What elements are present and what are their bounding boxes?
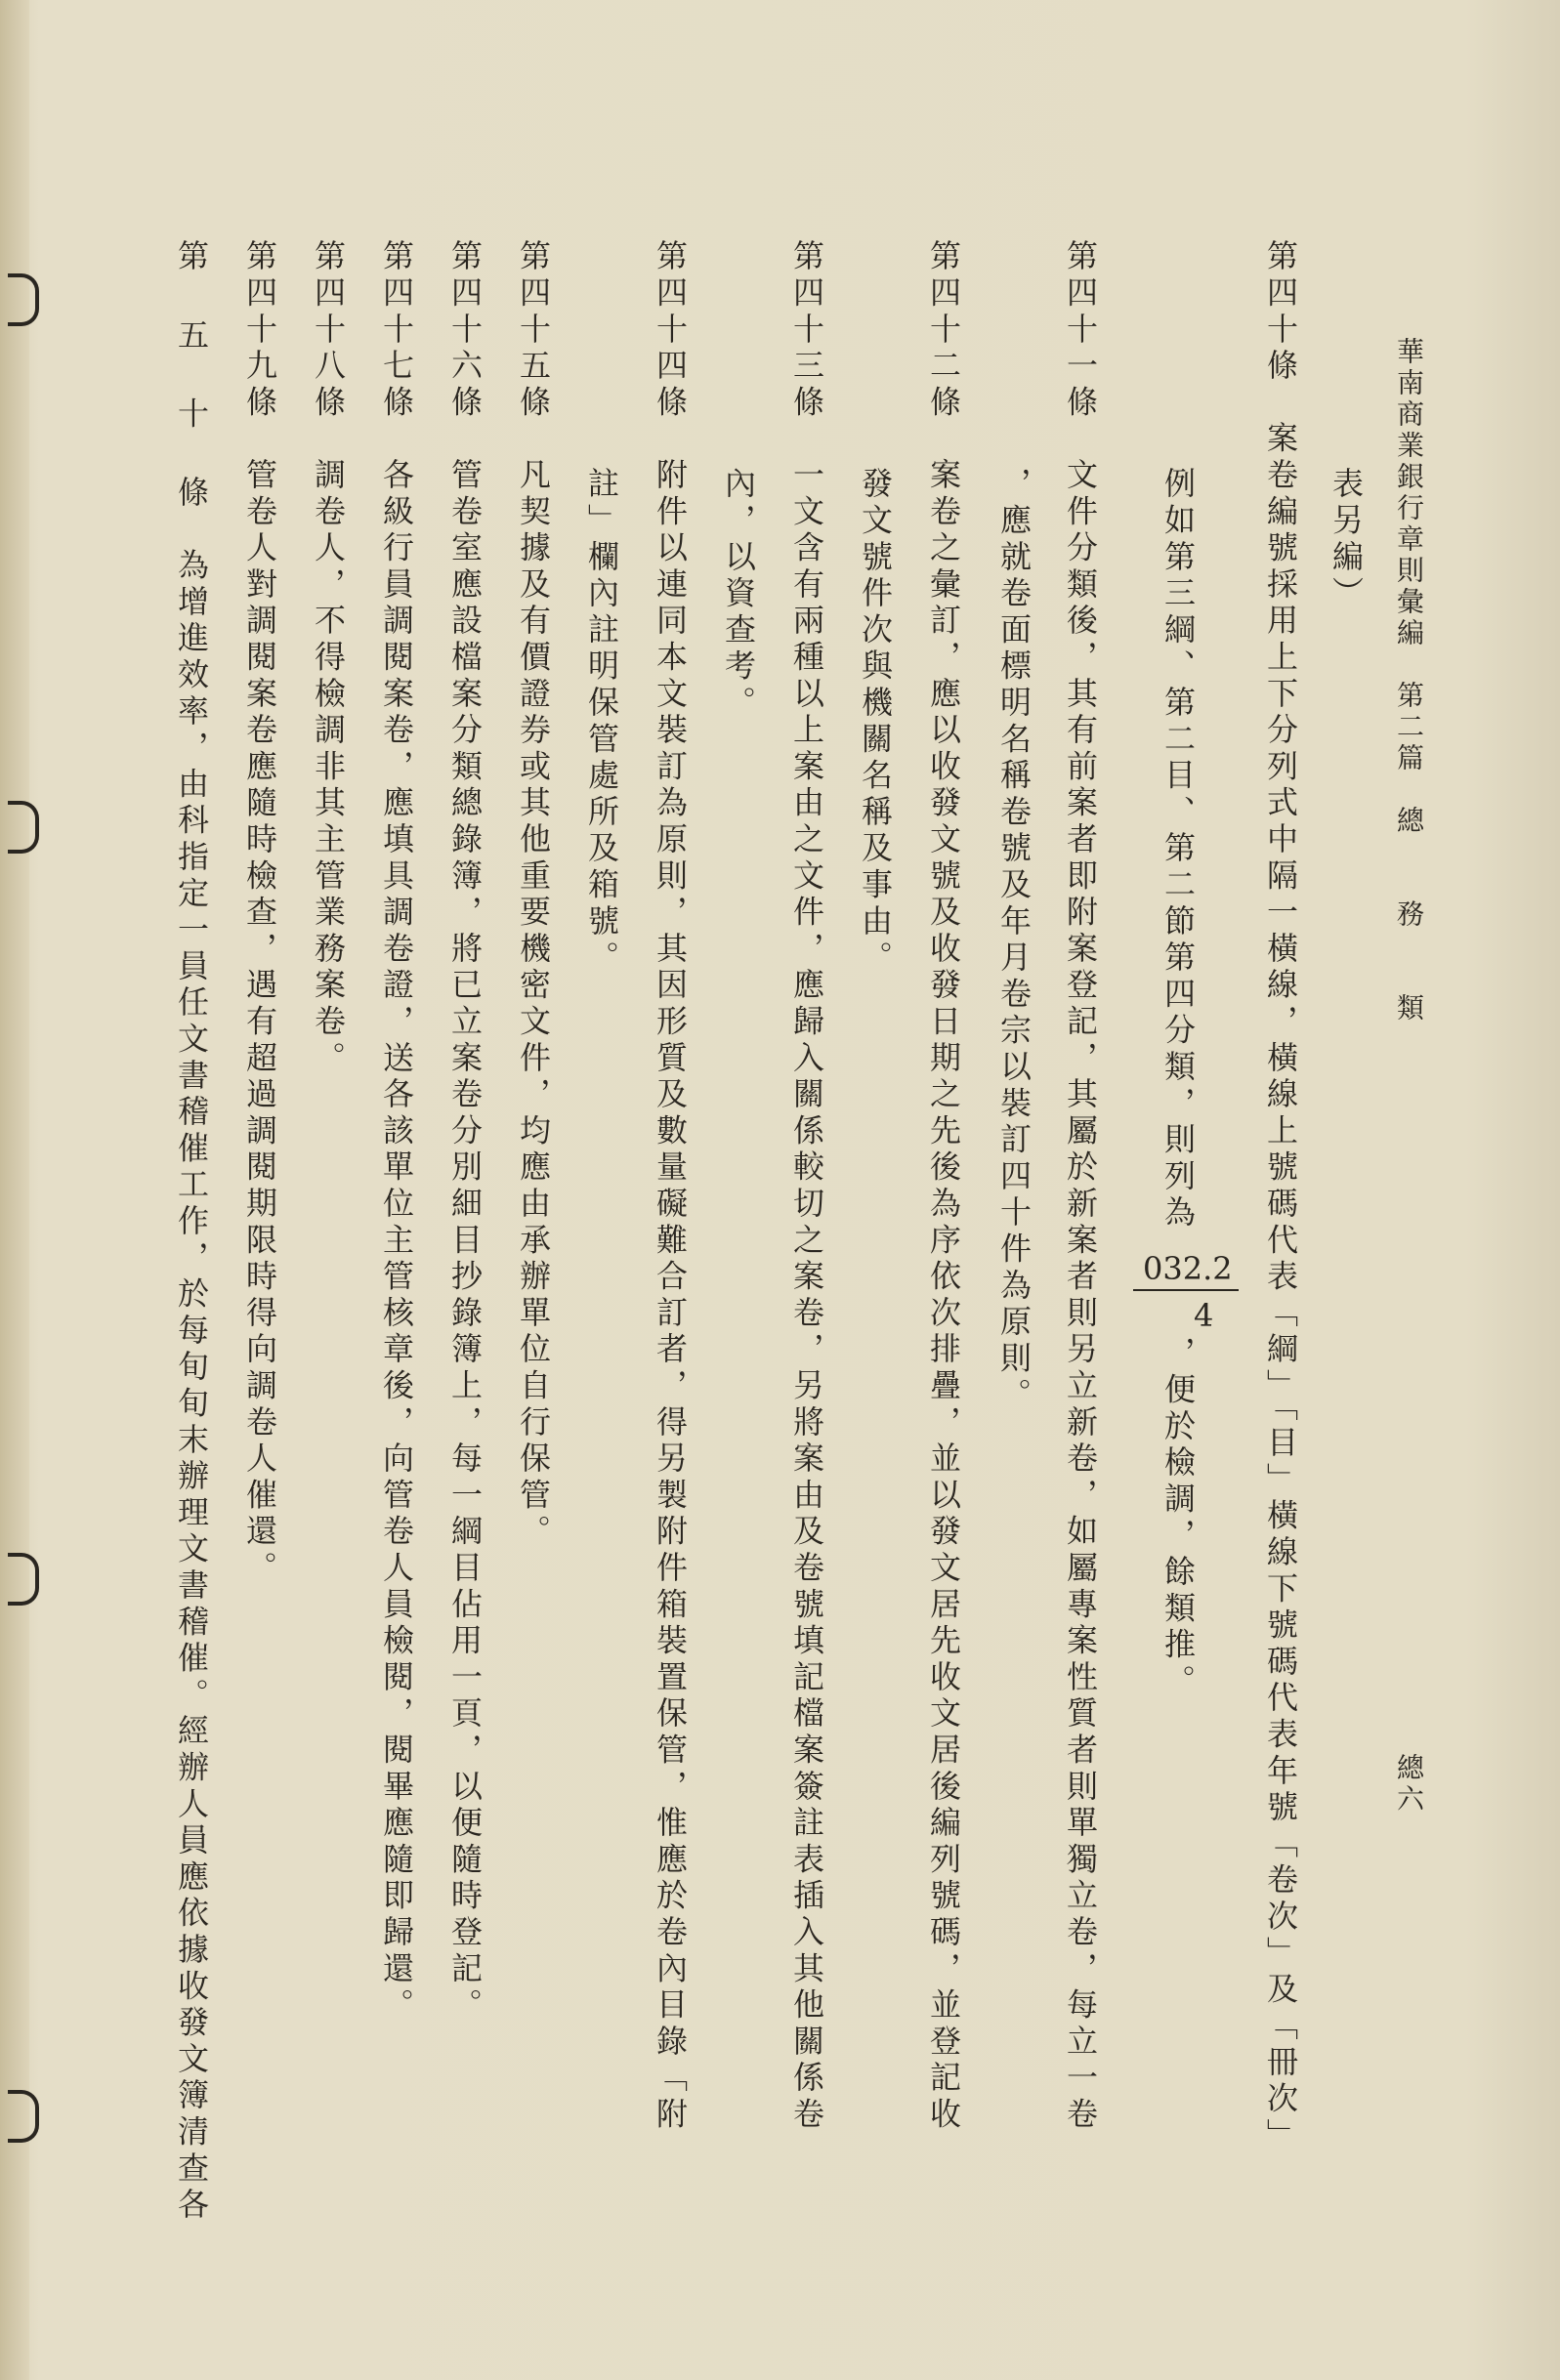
text-column: 內，以資查考。 [720,467,757,723]
article-42: 第四十二條 案卷之彙訂，應以收發文號及收發日期之先後為序依次排疊，並以發文居先收文居後編列號碼，並登記收 [925,239,962,2134]
binding-stitch [8,1553,39,1606]
article-46: 第四十六條 管卷室應設檔案分類總錄簿，將已立案卷分別細目抄錄簿上，每一綱目佔用一頁，以便隨時登記。 [446,239,484,2025]
article-49: 第四十九條 管卷人對調閱案卷應隨時檢查，遇有超過調閱期限時得向調卷人催還。 [241,239,278,1588]
binding-edge [0,0,29,2380]
page-number: 總六 [1393,1753,1425,1816]
article-41: 第四十一條 文件分類後，其有前案者即附案登記，其屬於新案者則另立新卷，如屬專案性質者則單獨立卷，每立一卷 [1062,239,1099,2134]
fraction-line [1133,1289,1239,1291]
text-column: 發文號件次與機關名稱及事由。 [857,467,894,978]
text-column: 表另編） [1328,467,1365,613]
fraction-denominator: 4 [1194,1297,1214,1334]
article-43: 第四十三條 一文含有兩種以上案由之文件，應歸入關係較切之案卷，另將案由及卷號填記檔案簽註表插入其他關係卷 [788,239,825,2134]
running-title: 華南商業銀行章則彙編 第二篇 總 務 類 [1393,337,1425,1024]
article-44: 第四十四條 附件以連同本文裝訂為原則，其因形質及數量礙難合訂者，得另製附件箱裝置保管，惟應於卷內目錄「附 [652,239,689,2134]
fraction-numerator: 032.2 [1143,1250,1233,1287]
article-48: 第四十八條 調卷人，不得檢調非其主管業務案卷。 [310,239,347,1077]
binding-stitch [8,801,39,854]
text-column: ，應就卷面標明名稱卷號及年月卷宗以裝訂四十件為原則。 [995,467,1033,1414]
binding-stitch [8,273,39,326]
article-45: 第四十五條 凡契據及有價證券或其他重要機密文件，均應由承辦單位自行保管。 [515,239,552,1551]
text-column: 註」欄內註明保管處所及箱號。 [583,467,620,978]
article-40: 第四十條 案卷編號採用上下分列式中隔一橫線，橫線上號碼代表「綱」「目」橫線下號碼代表年號「卷次」及「冊次」 [1262,239,1299,2154]
text-column: ，便於檢調，餘類推。 [1159,1336,1197,1700]
article-50: 第 五 十 條 為增進效率，由科指定一員任文書稽催工作，於每旬旬末辦理文書稽催。經辦人員應依據收發文簿清查各 [173,239,210,2225]
text-column: 例如第三綱、第二目、第二節第四分類，則列為 [1159,467,1197,1232]
binding-stitch [8,2090,39,2143]
article-47: 第四十七條 各級行員調閱案卷，應填具調卷證，送各該單位主管核章後，向管卷人員檢閱，閱畢應隨即歸還。 [378,239,415,2025]
